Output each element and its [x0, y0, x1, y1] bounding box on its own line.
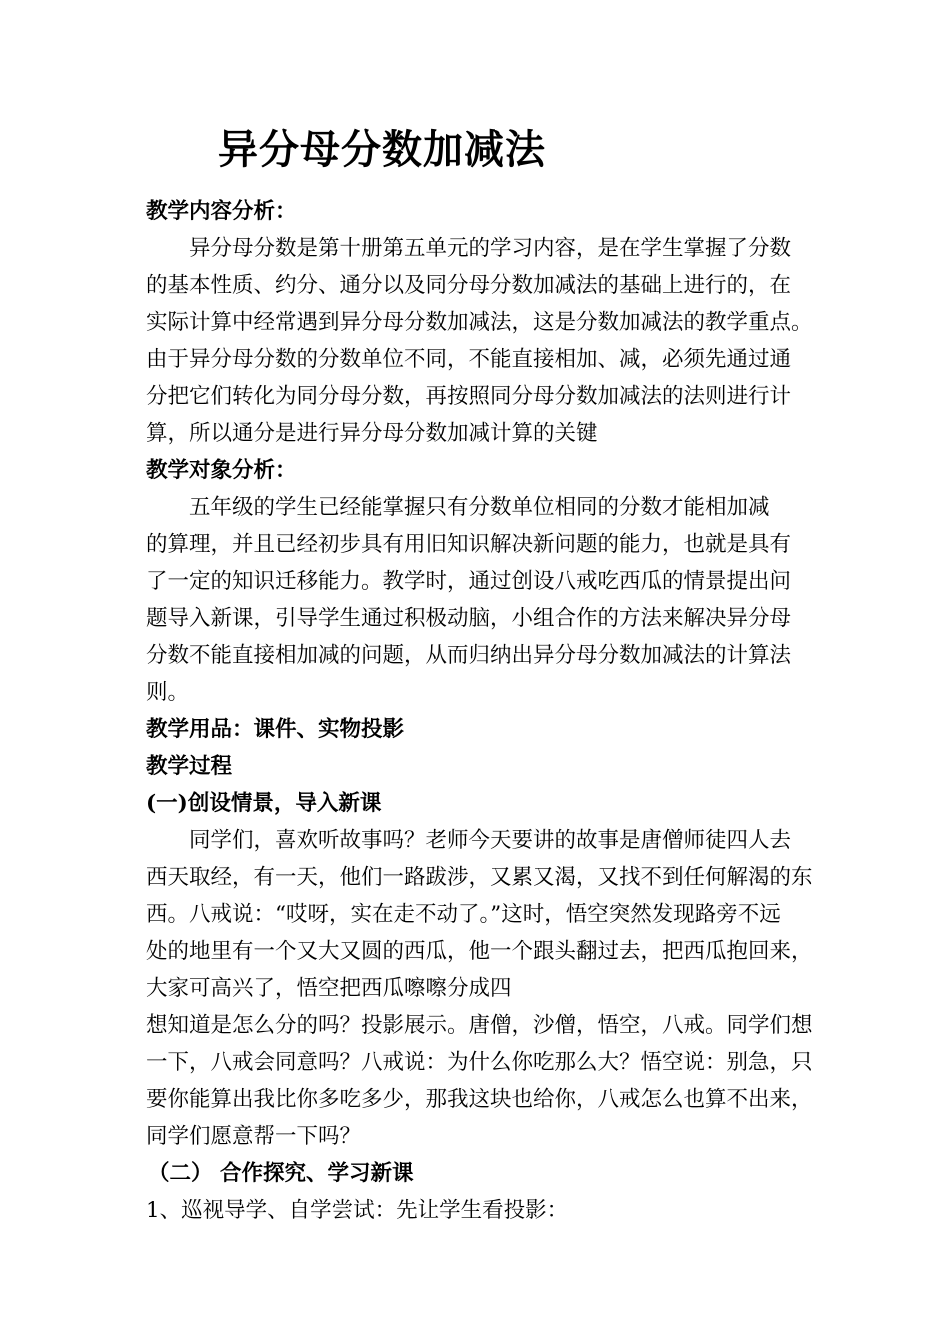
paragraph-line: 西。八戒说：“哎呀，实在走不动了。”这时，悟空突然发现路旁不远 — [146, 902, 781, 927]
paragraph-line: 分把它们转化为同分母分数，再按照同分母分数加减法的法则进行计 — [146, 384, 792, 409]
section-heading-student-analysis: 教学对象分析： — [146, 458, 297, 483]
subsection-heading-intro: (一)创设情景，导入新课 — [146, 791, 382, 816]
document-body — [146, 193, 822, 1229]
paragraph-line: 的算理，并且已经初步具有用旧知识解决新问题的能力，也就是具有 — [146, 532, 792, 557]
paragraph-line: 则。 — [146, 680, 190, 705]
paragraph-line: 想知道是怎么分的吗？投影展示。唐僧，沙僧，悟空，八戒。同学们想 — [146, 1013, 813, 1038]
paragraph-line: 要你能算出我比你多吃多少，那我这块也给你，八戒怎么也算不出来， — [146, 1087, 813, 1112]
paragraph-line: 的基本性质、约分、通分以及同分母分数加减法的基础上进行的，在 — [146, 273, 792, 298]
subsection-heading-explore: （二） 合作探究、学习新课 — [148, 1161, 414, 1186]
document-title: 异分母分数加减法 — [218, 126, 546, 173]
paragraph-line: 西天取经，有一天，他们一路跋涉，又累又渴，又找不到任何解渴的东 — [146, 865, 813, 890]
paragraph-line: 大家可高兴了，悟空把西瓜嚓嚓分成四 — [146, 976, 512, 1001]
section-heading-materials: 教学用品：课件、实物投影 — [146, 717, 405, 742]
paragraph-line: 同学们愿意帮一下吗？ — [146, 1124, 362, 1149]
section-heading-process: 教学过程 — [146, 754, 233, 779]
paragraph-line: 实际计算中经常遇到异分母分数加减法，这是分数加减法的教学重点。 — [146, 310, 813, 335]
paragraph-line: 异分母分数是第十册第五单元的学习内容，是在学生掌握了分数 — [189, 236, 792, 261]
paragraph-line: 处的地里有一个又大又圆的西瓜，他一个跟头翻过去，把西瓜抱回来， — [146, 939, 813, 964]
paragraph-line: 题导入新课，引导学生通过积极动脑，小组合作的方法来解决异分母 — [146, 606, 792, 631]
paragraph-line: 由于异分母分数的分数单位不同，不能直接相加、减，必须先通过通 — [146, 347, 792, 372]
paragraph-line: 算，所以通分是进行异分母分数加减计算的关键 — [146, 421, 598, 446]
paragraph-line: 了一定的知识迁移能力。教学时，通过创设八戒吃西瓜的情景提出问 — [146, 569, 792, 594]
paragraph-line: 五年级的学生已经能掌握只有分数单位相同的分数才能相加减 — [189, 495, 770, 520]
paragraph-line: 1、巡视导学、自学尝试：先让学生看投影： — [146, 1198, 569, 1223]
paragraph-line: 同学们，喜欢听故事吗？老师今天要讲的故事是唐僧师徒四人去 — [189, 828, 792, 853]
section-heading-content-analysis: 教学内容分析： — [146, 199, 297, 224]
paragraph-line: 一下，八戒会同意吗？八戒说：为什么你吃那么大？悟空说：别急，只 — [146, 1050, 813, 1075]
paragraph-line: 分数不能直接相加减的问题，从而归纳出异分母分数加减法的计算法 — [146, 643, 792, 668]
